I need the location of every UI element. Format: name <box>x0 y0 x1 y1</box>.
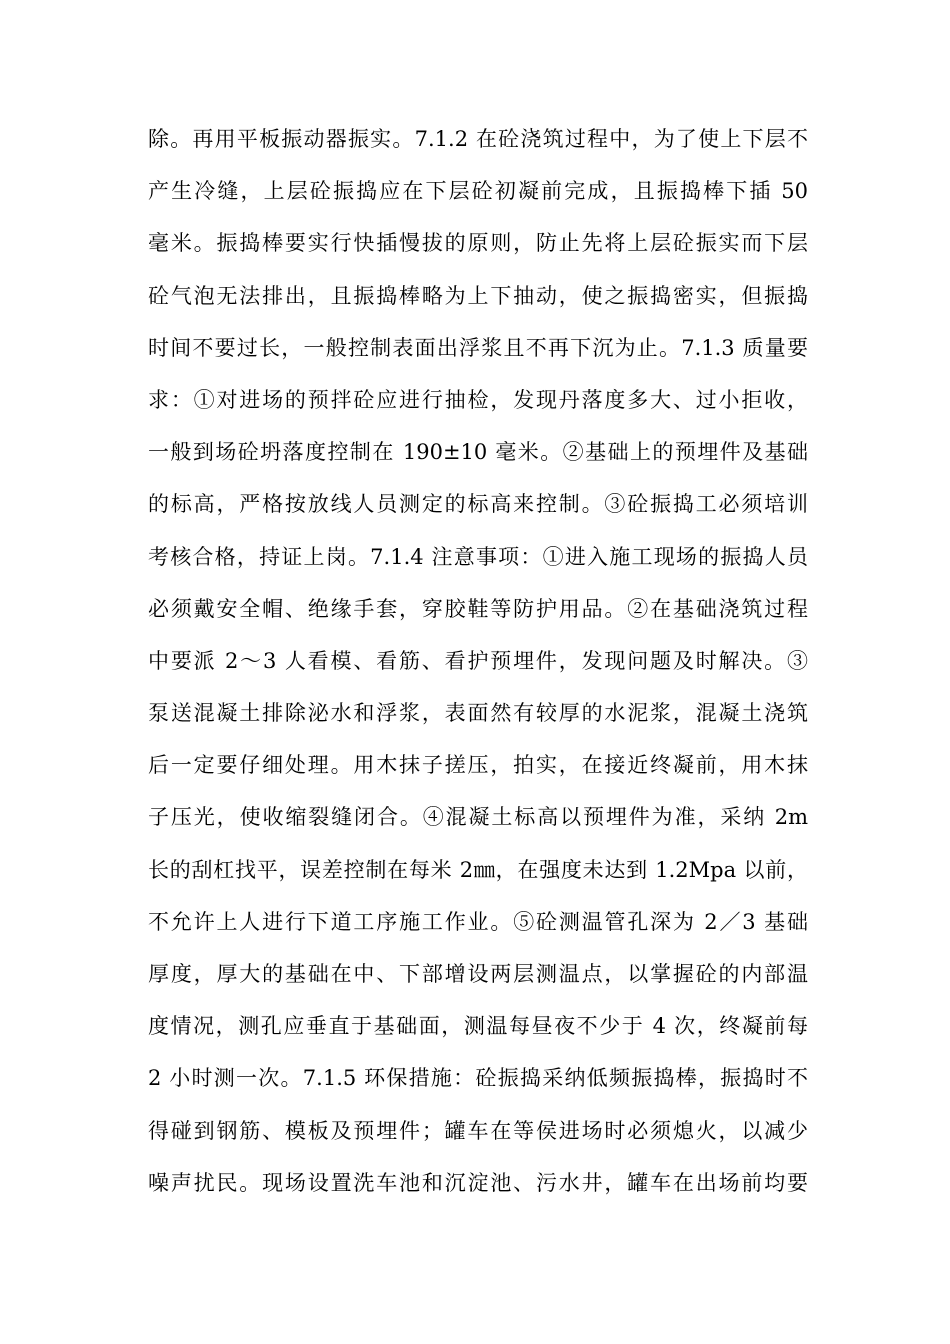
text-line: 子压光，使收缩裂缝闭合。④混凝土标高以预埋件为准，采纳 2m <box>148 805 808 830</box>
text-line: 一般到场砼坍落度控制在 190±10 毫米。②基础上的预埋件及基础 <box>148 440 808 465</box>
text-line: 2 小时测一次。7.1.5 环保措施：砼振捣采纳低频振捣棒，振捣时不 <box>148 1066 808 1091</box>
text-line: 厚度，厚大的基础在中、下部增设两层测温点，以掌握砼的内部温 <box>148 962 808 986</box>
text-line: 得碰到钢筋、模板及预埋件；罐车在等侯进场时必须熄火，以减少 <box>148 1118 808 1143</box>
text-line: 中要派 2～3 人看模、看筋、看护预埋件，发现问题及时解决。③ <box>148 648 808 673</box>
text-line: 不允许上人进行下道工序施工作业。⑤砼测温管孔深为 2／3 基础 <box>148 909 808 934</box>
text-line: 噪声扰民。现场设置洗车池和沉淀池、污水井，罐车在出场前均要 <box>148 1170 808 1195</box>
text-line: 砼气泡无法排出，且振捣棒略为上下抽动，使之振捣密实，但振捣 <box>148 283 808 308</box>
text-line: 毫米。振捣棒要实行快插慢拔的原则，防止先将上层砼振实而下层 <box>148 231 808 256</box>
text-line: 度情况，测孔应垂直于基础面，测温每昼夜不少于 4 次，终凝前每 <box>148 1014 808 1039</box>
text-line: 长的刮杠找平，误差控制在每米 2㎜，在强度未达到 1.2Mpa 以前， <box>148 857 808 882</box>
text-line: 考核合格，持证上岗。7.1.4 注意事项：①进入施工现场的振捣人员 <box>148 544 808 569</box>
body-text <box>148 113 808 1209</box>
text-line: 时间不要过长，一般控制表面出浮浆且不再下沉为止。7.1.3 质量要 <box>148 335 808 360</box>
text-line: 除。再用平板振动器振实。7.1.2 在砼浇筑过程中，为了使上下层不 <box>148 127 808 151</box>
text-line: 泵送混凝土排除泌水和浮浆，表面然有较厚的水泥浆，混凝土浇筑 <box>148 701 808 726</box>
text-line: 产生冷缝，上层砼振捣应在下层砼初凝前完成，且振捣棒下插 50 <box>148 179 808 204</box>
text-line: 求：①对进场的预拌砼应进行抽检，发现丹落度多大、过小拒收， <box>148 387 808 412</box>
text-line: 的标高，严格按放线人员测定的标高来控制。③砼振捣工必须培训 <box>148 492 808 517</box>
text-line: 后一定要仔细处理。用木抹子搓压，拍实，在接近终凝前，用木抹 <box>148 753 808 778</box>
text-line: 必须戴安全帽、绝缘手套，穿胶鞋等防护用品。②在基础浇筑过程 <box>148 596 808 621</box>
